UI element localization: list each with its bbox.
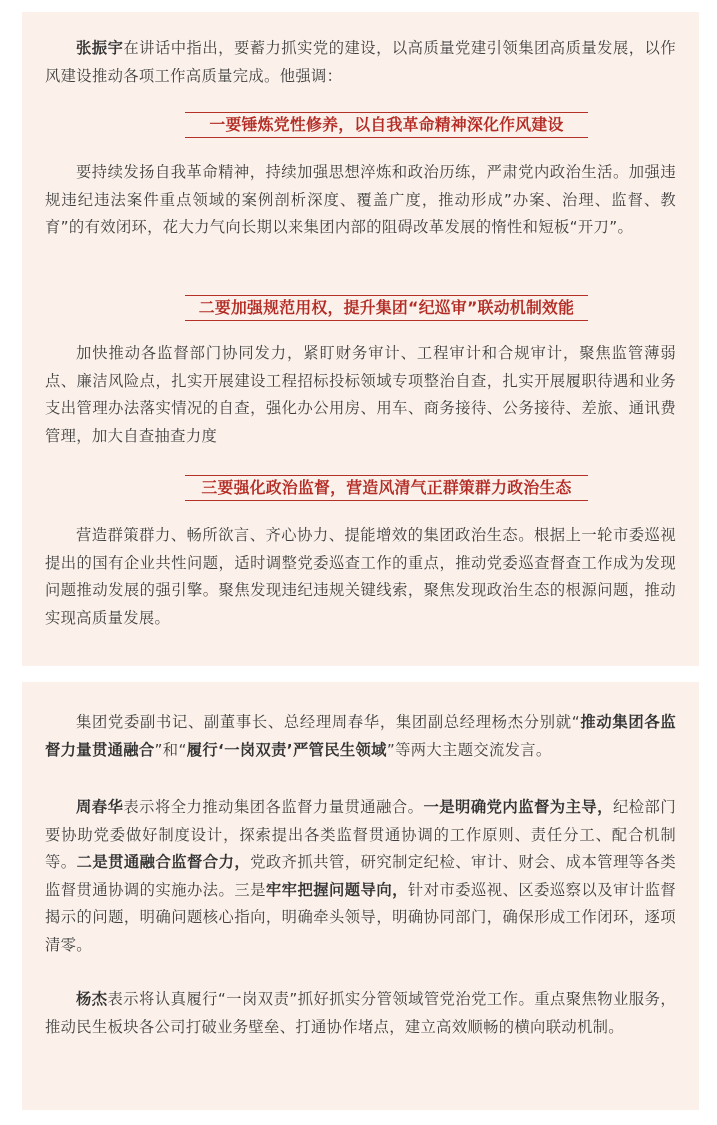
point-3-heading: 三要强化政治监督，营造风清气正群策群力政治生态 [185, 475, 588, 501]
zhou-point-3-title: 牢牢把握问题导向， [265, 880, 408, 899]
intro-part-2: ”和“ [154, 740, 187, 759]
zhou-point-1-text: 纪检部门要协助党委做好制度设计，探索提出各类监督贯通协调的工作原则、责任分工、配合机制等。 [45, 798, 676, 871]
point-1-body: 要持续发扬自我革命精神，持续加强思想淬炼和政治历练，严肃党内政治生活。加强违规违纪违法案件重点领域的案例剖析深度、覆盖广度，推动形成”办案、治理、监督、教育”的有效闭环，花大力气向长期以来集团内部的阻碍改革发展的惰性和短板“开刀”。 [45, 163, 676, 236]
speeches-intro-paragraph [45, 709, 676, 764]
topic-2: 履行‘一岗双责’严管民生领域 [186, 740, 387, 759]
yang-name: 杨杰 [76, 990, 108, 1008]
meeting-summary-card [22, 12, 699, 666]
point-2-body: 加快推动各监督部门协同发力，紧盯财务审计、工程审计和合规审计，聚焦监管薄弱点、廉洁风险点，扎实开展建设工程招标投标领域专项整治自查，扎实开展履职待遇和业务支出管理办法落实情况的自查，强化办公用房、用车、商务接待、公务接待、差旅、通讯费管理，加大自查抽查力度 [45, 344, 676, 445]
zhou-speech-paragraph [45, 794, 676, 959]
zhou-point-3-text: 针对市委巡视、区委巡察以及审计监督揭示的问题，明确问题核心指向，明确牵头领导，明确协同部门，确保形成工作闭环，逐项清零。 [45, 880, 677, 954]
intro-text: 在讲话中指出，要蓄力抓实党的建设，以高质量党建引领集团高质量发展，以作风建设推动各项工作高质量完成。他强调： [45, 39, 676, 85]
zhou-point-1-title: 一是明确党内监督为主导， [423, 798, 613, 816]
point-3-body: 营造群策群力、畅所欲言、齐心协力、提能增效的集团政治生态。根据上一轮市委巡视提出的国有企业共性问题，适时调整党委巡查工作的重点，推动党委巡查督查工作成为发现问题推动发展的强引擎。聚焦发现违纪违规关键线索，聚焦发现政治生态的根源问题，推动实现高质量发展。 [45, 526, 676, 627]
speaker-name: 张振宇 [76, 39, 124, 57]
intro-part-1: 集团党委副书记、副董事长、总经理周春华，集团副总经理杨杰分别就“ [76, 713, 581, 731]
yang-text: 表示将认真履行“一岗双责”抓好抓实分管领域管党治党工作。重点聚焦物业服务，推动民生板块各公司打破业务壁垒、打通协作堵点，建立高效顺畅的横向联动机制。 [45, 990, 676, 1036]
point-2-heading: 二要加强规范用权，提升集团“纪巡审”联动机制效能 [185, 295, 588, 321]
intro-paragraph [45, 35, 676, 90]
zhou-point-3-label: 三是 [234, 880, 266, 899]
zhou-name: 周春华 [76, 798, 124, 816]
zhou-point-2-text: 党政齐抓共管，研究制定纪检、审计、财会、成本管理等各类监督贯通协调的实施办法。 [45, 853, 676, 899]
zhou-point-2-title: 二是贯通融合监督合力， [76, 853, 251, 871]
speeches-card [22, 682, 699, 1110]
topic-1: 推动集团各监督力量贯通融合 [45, 713, 676, 759]
yang-speech-paragraph [45, 986, 676, 1041]
point-1-heading: 一要锤炼党性修养，以自我革命精神深化作风建设 [185, 112, 588, 138]
intro-part-3: ”等两大主题交流发言。 [386, 740, 552, 759]
zhou-lead: 表示将全力推动集团各监督力量贯通融合。 [123, 798, 424, 816]
